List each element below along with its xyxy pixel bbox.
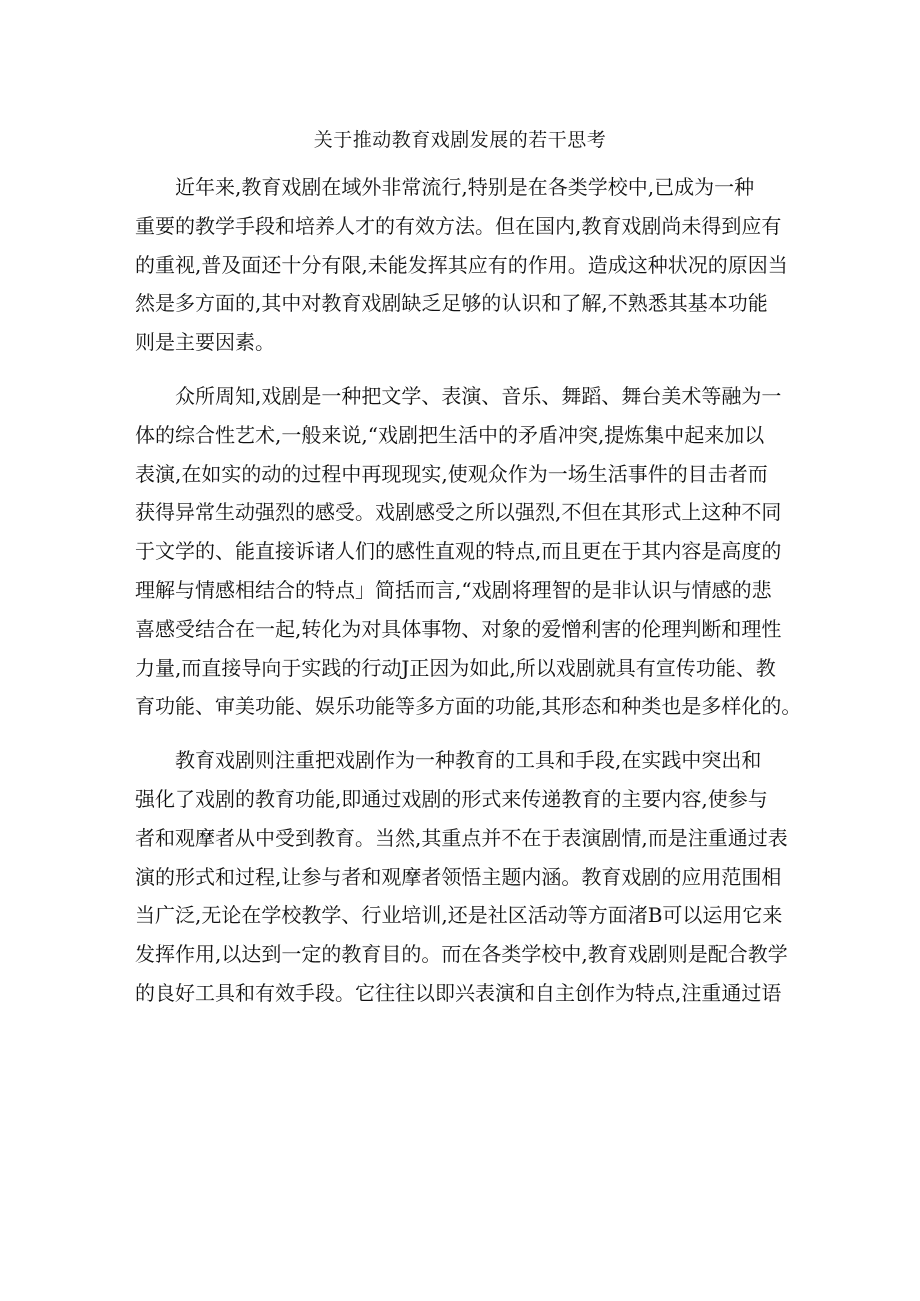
text-line: 则是主要因素。 — [135, 330, 275, 355]
text-line: 发挥作用,以达到一定的教育目的。而在各类学校中,教育戏剧则是配合教学 — [135, 942, 788, 967]
text-line: 体的综合性艺术,一般来说,“戏剧把生活中的矛盾冲突,提炼集中起来加以 — [135, 422, 765, 447]
paragraph-2 — [135, 377, 802, 726]
text-line: 当广泛,无论在学校教学、行业培训,还是社区活动等方面渚B可以运用它来 — [135, 903, 783, 928]
text-line: 喜感受结合在一起,转化为对具体事物、对象的爱憎利害的伦理判断和理性 — [135, 616, 782, 641]
text-line: 的良好工具和有效手段。它往往以即兴表演和自主创作为特点,注重通过语 — [135, 980, 782, 1005]
text-line: 近年来,教育戏剧在域外非常流行,特别是在各类学校中,已成为一种 — [175, 175, 755, 199]
text-line: 表演,在如实的动的过程中再现现实,使观众作为一场生活事件的目击者而 — [135, 461, 768, 486]
text-line: 获得异常生动强烈的感受。戏剧感受之所以强烈,不但在其形式上这种不同 — [135, 500, 782, 525]
text-line: 者和观摩者从中受到教育。当然,其重点并不在于表演剧情,而是注重通过表 — [135, 825, 788, 850]
text-line: 强化了戏剧的教育功能,即通过戏剧的形式来传递教育的主要内容,使参与 — [135, 786, 768, 811]
text-line: 育功能、审美功能、娱乐功能等多方面的功能,其形态和种类也是多样化的。 — [135, 694, 802, 719]
document-body — [135, 168, 802, 1028]
text-line: 的重视,普及面还十分有限,未能发挥其应有的作用。造成这种状况的原因当 — [135, 252, 788, 277]
text-line: 理解与情感相结合的特点」简括而言,“戏剧将理智的是非认识与情感的悲 — [135, 577, 772, 602]
text-line: 然是多方面的,其中对教育戏剧缺乏足够的认识和了解,不熟悉其基本功能 — [135, 291, 768, 316]
document-title: 关于推动教育戏剧发展的若干思考 — [313, 129, 607, 151]
text-line: 力量,而直接导向于实践的行动J正因为如此,所以戏剧就具有宣传功能、教 — [135, 655, 776, 680]
text-line: 于文学的、能直接诉诸人们的感性直观的特点,而且更在于其内容是高度的 — [135, 539, 782, 564]
text-line: 重要的教学手段和培养人才的有效方法。但在国内,教育戏剧尚未得到应有 — [135, 213, 782, 238]
text-line: 演的形式和过程,让参与者和观摩者领悟主题内涵。教育戏剧的应用范围相 — [135, 864, 782, 889]
text-line: 教育戏剧则注重把戏剧作为一种教育的工具和手段,在实践中突出和 — [175, 748, 762, 773]
paragraph-3 — [135, 741, 795, 1013]
paragraph-1 — [135, 168, 795, 362]
text-line: 众所周知,戏剧是一种把文学、表演、音乐、舞蹈、舞台美术等融为一 — [175, 383, 782, 408]
